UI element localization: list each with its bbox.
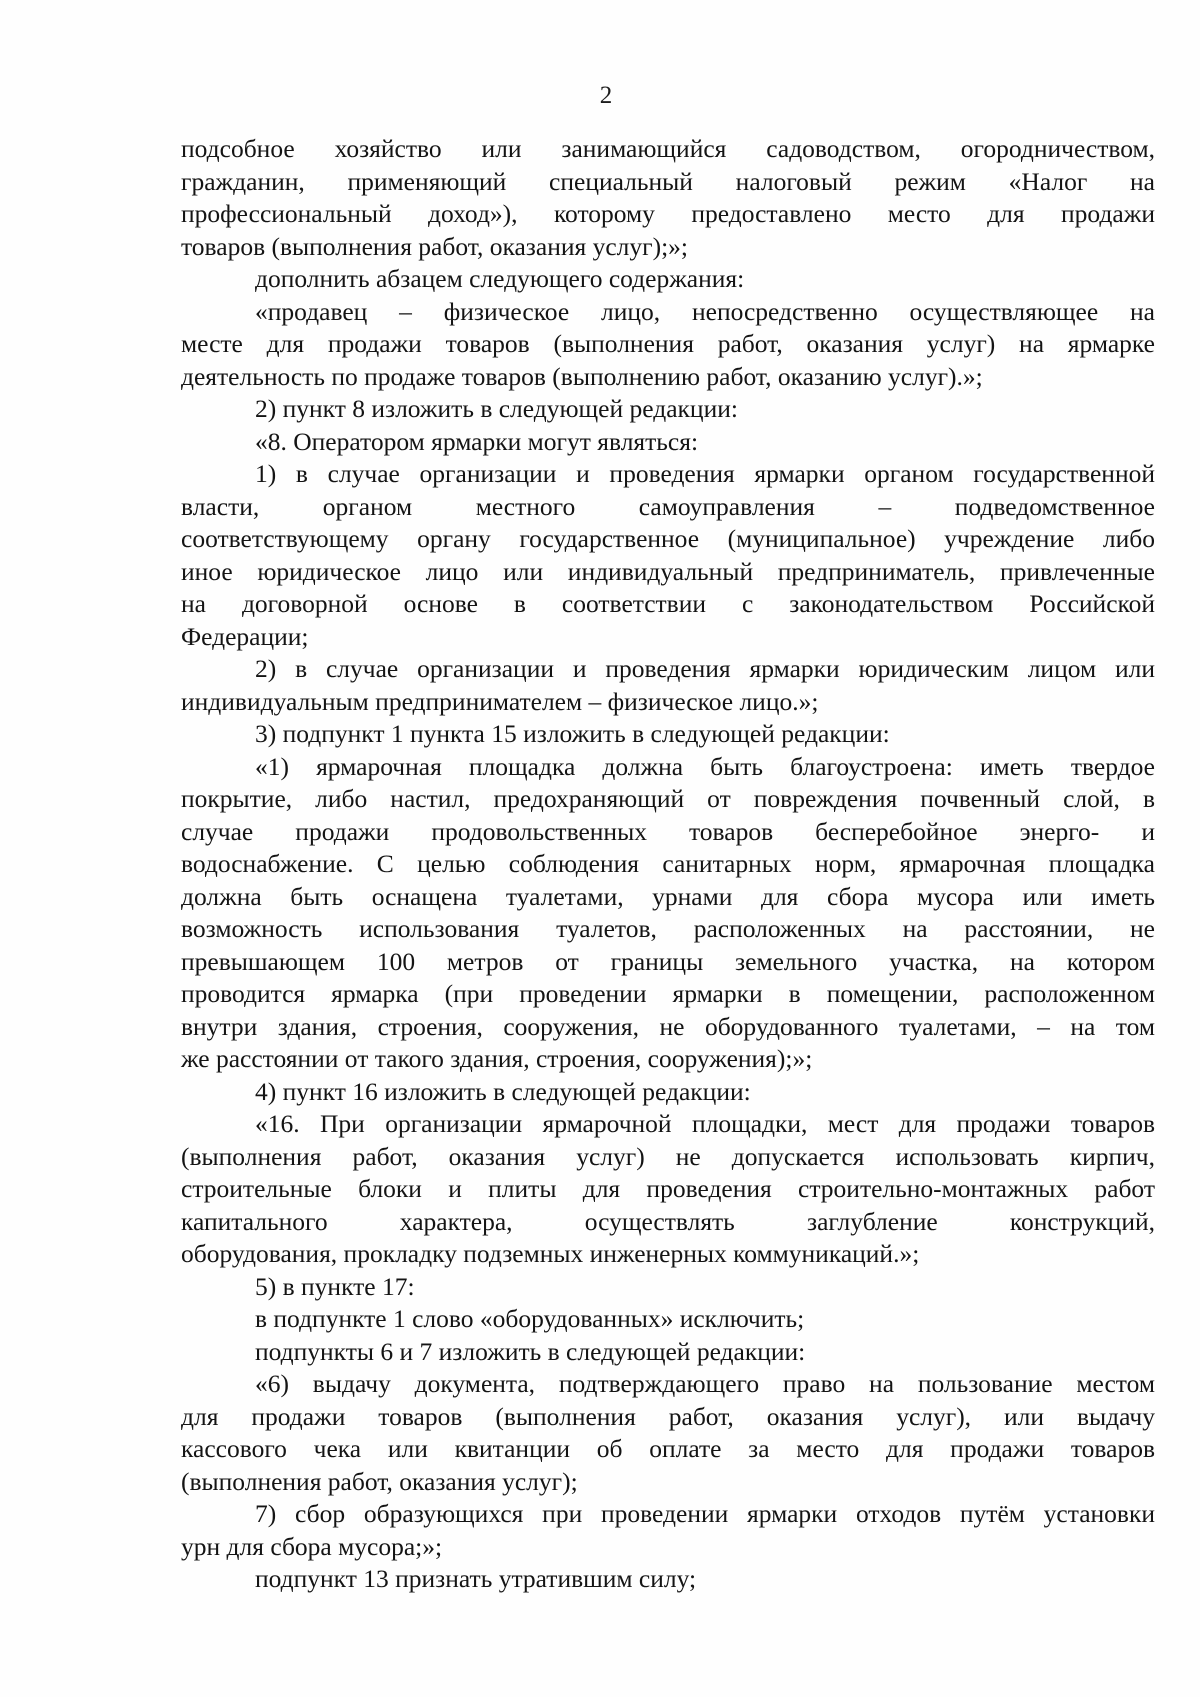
text-line: (выполнения работ, оказания услуг) не допускается использовать кирпич, xyxy=(181,1141,1155,1171)
text-line: Федерации; xyxy=(181,621,309,651)
document-body xyxy=(181,133,1155,1596)
text-line: внутри здания, строения, сооружения, не оборудованного туалетами, – на том xyxy=(181,1011,1155,1041)
text-line: иное юридическое лицо или индивидуальный предприниматель, привлеченные xyxy=(181,556,1155,586)
text-line: 2) в случае организации и проведения ярмарки юридическим лицом или xyxy=(255,654,1155,683)
text-line: 5) в пункте 17: xyxy=(255,1271,415,1301)
text-line: 2) пункт 8 изложить в следующей редакции: xyxy=(255,394,738,423)
text-line: случае продажи продовольственных товаров бесперебойное энерго- и xyxy=(181,816,1155,846)
text-line: возможность использования туалетов, расположенных на расстоянии, не xyxy=(181,914,1155,943)
text-line: 4) пункт 16 изложить в следующей редакции: xyxy=(255,1076,751,1106)
text-line: на договорной основе в соответствии с законодательством Российской xyxy=(181,589,1155,618)
text-line: гражданин, применяющий специальный налоговый режим «Налог на xyxy=(181,166,1155,196)
text-line: кассового чека или квитанции об оплате за место для продажи товаров xyxy=(181,1434,1155,1463)
text-line: соответствующему органу государственное (муниципальное) учреждение либо xyxy=(181,524,1155,553)
text-line: подсобное хозяйство или занимающийся садоводством, огородничеством, xyxy=(181,134,1155,163)
text-line: проводится ярмарка (при проведении ярмарки в помещении, расположенном xyxy=(181,979,1155,1008)
text-line: подпункты 6 и 7 изложить в следующей редакции: xyxy=(255,1336,806,1366)
text-line: 7) сбор образующихся при проведении ярмарки отходов путём установки xyxy=(255,1499,1155,1528)
text-line: оборудования, прокладку подземных инженерных коммуникаций.»; xyxy=(181,1239,920,1268)
text-line: деятельность по продаже товаров (выполнению работ, оказанию услуг).»; xyxy=(181,361,983,391)
text-line: в подпункте 1 слово «оборудованных» исключить; xyxy=(255,1304,805,1333)
text-line: «16. При организации ярмарочной площадки, мест для продажи товаров xyxy=(255,1109,1155,1138)
text-line: должна быть оснащена туалетами, урнами для сбора мусора или иметь xyxy=(181,881,1155,911)
text-line: для продажи товаров (выполнения работ, оказания услуг), или выдачу xyxy=(181,1401,1155,1431)
text-line: же расстоянии от такого здания, строения, сооружения);»; xyxy=(181,1044,813,1073)
page-number: 2 xyxy=(599,82,613,109)
text-line: «8. Оператором ярмарки могут являться: xyxy=(255,426,699,456)
text-line: подпункт 13 признать утратившим силу; xyxy=(255,1564,697,1593)
text-line: 3) подпункт 1 пункта 15 изложить в следующей редакции: xyxy=(255,719,890,748)
text-line: капитального характера, осуществлять заглубление конструкций, xyxy=(181,1206,1155,1236)
text-line: водоснабжение. С целью соблюдения санитарных норм, ярмарочная площадка xyxy=(181,849,1155,878)
text-line: 1) в случае организации и проведения ярмарки органом государственной xyxy=(255,459,1155,488)
text-line: строительные блоки и плиты для проведения строительно-монтажных работ xyxy=(181,1174,1155,1203)
text-line: профессиональный доход»), которому предоставлено место для продажи xyxy=(181,199,1155,228)
text-line: (выполнения работ, оказания услуг); xyxy=(181,1466,578,1496)
text-line: месте для продажи товаров (выполнения работ, оказания услуг) на ярмарке xyxy=(181,329,1155,358)
text-line: покрытие, либо настил, предохраняющий от повреждения почвенный слой, в xyxy=(181,784,1155,813)
text-line: дополнить абзацем следующего содержания: xyxy=(255,264,745,293)
text-line: власти, органом местного самоуправления – подведомственное xyxy=(181,491,1155,521)
text-line: «1) ярмарочная площадка должна быть благоустроена: иметь твердое xyxy=(255,751,1155,781)
text-line: товаров (выполнения работ, оказания услуг);»; xyxy=(181,231,689,261)
text-line: «6) выдачу документа, подтверждающего право на пользование местом xyxy=(255,1369,1155,1398)
text-line: урн для сбора мусора;»; xyxy=(181,1531,443,1561)
text-line: превышающем 100 метров от границы земельного участка, на котором xyxy=(181,946,1155,976)
text-line: индивидуальным предпринимателем – физическое лицо.»; xyxy=(181,686,819,716)
text-line: «продавец – физическое лицо, непосредственно осуществляющее на xyxy=(255,296,1155,326)
